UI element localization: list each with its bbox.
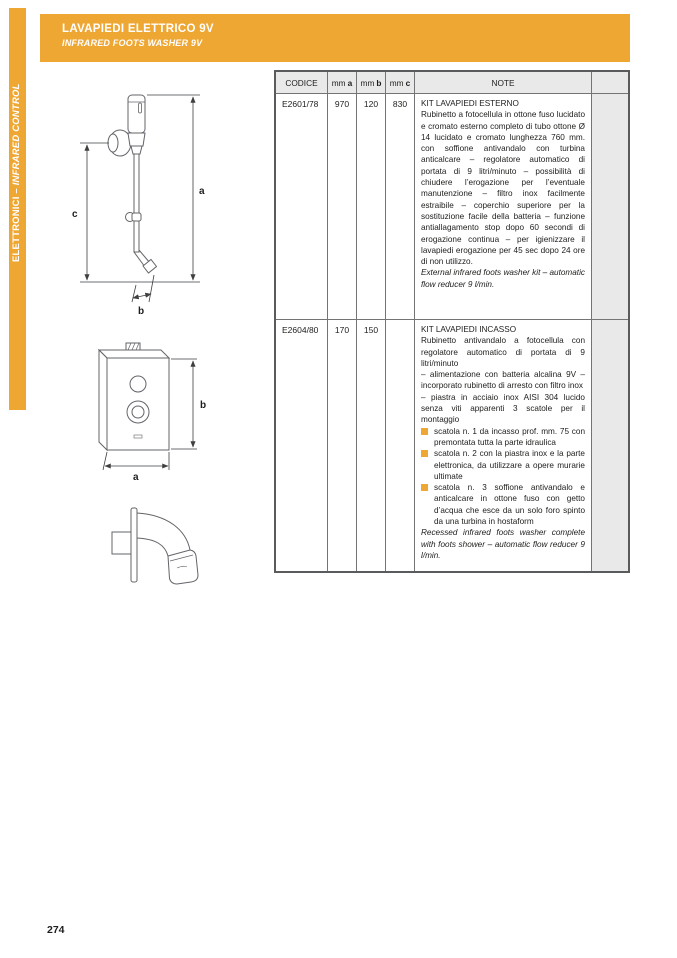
bullet-square-icon	[421, 450, 428, 457]
table-row-2-codice: E2604/80	[276, 320, 328, 571]
plate-top-face	[99, 350, 169, 358]
inlet-stub	[112, 532, 132, 554]
note-line: – alimentazione con batteria alcalina 9V – incorporato rubinetto di arresto con filtro inox	[421, 370, 585, 391]
dim-label-c: c	[72, 209, 78, 220]
table-row-1-note	[415, 94, 592, 320]
plate-front-face	[107, 358, 169, 450]
page-subtitle: INFRARED FOOTS WASHER 9V	[62, 38, 203, 48]
recessed-plate-diagram	[78, 338, 223, 486]
note-english: Recessed infrared foots washer complete with foots shower – automatic flow reducer 9 l/min.	[421, 528, 585, 560]
table-row-2-note	[415, 320, 592, 571]
plate-side-face	[99, 350, 107, 450]
header-banner	[40, 14, 630, 62]
note-bullet-item: scatola n. 3 soffione antivandalo e anticalcare in ottone fuso con getto d’acqua che esce da un solo foro spinto da una turbina in hostaform	[421, 482, 585, 527]
spout-mouth	[168, 550, 198, 584]
bullet-square-icon	[421, 484, 428, 491]
table-row-1-mm-b: 120	[357, 94, 386, 320]
note-bullet-item: scatola n. 1 da incasso prof. mm. 75 con premontata tutta la parte idraulica	[421, 426, 585, 449]
col-header-empty	[592, 72, 628, 94]
note-english: External infrared foots washer kit – automatic flow reducer 9 l/min.	[421, 268, 585, 289]
wall-plate	[131, 508, 137, 582]
section-vertical-label	[11, 83, 26, 262]
page-number: 274	[47, 924, 65, 936]
note-title: KIT LAVAPIEDI ESTERNO	[421, 99, 519, 108]
note-bullet-item: scatola n. 2 con la piastra inox e la parte elettronica, da utilizzare a opere murarie ultimate	[421, 448, 585, 482]
dim-label-b: b	[200, 400, 207, 411]
section-label-plain: ELETTRONICI –	[11, 185, 22, 262]
spout-tip	[143, 260, 157, 274]
note-line: – piastra in acciaio inox AISI 304 lucido senza viti apparenti 3 scatole per il montaggio	[421, 392, 585, 425]
down-tube	[134, 154, 139, 252]
page-title: LAVAPIEDI ELETTRICO 9V	[62, 23, 214, 35]
dim-label-a: a	[133, 472, 139, 483]
table-row-2-empty	[592, 320, 628, 571]
section-label-italic: INFRARED CONTROL	[11, 83, 22, 186]
table-row-1-codice: E2601/78	[276, 94, 328, 320]
col-header-note: NOTE	[415, 72, 592, 94]
dim-label-a: a	[199, 186, 205, 197]
wall-spout-diagram	[98, 492, 223, 602]
table-row-2-mm-c	[386, 320, 415, 571]
note-title: KIT LAVAPIEDI INCASSO	[421, 325, 517, 334]
table-row-1-empty	[592, 94, 628, 320]
bullet-square-icon	[421, 428, 428, 435]
col-header-mm-b: mm b	[357, 72, 386, 94]
dim-label-b: b	[138, 306, 145, 317]
table-row-2-mm-a: 170	[328, 320, 357, 571]
table-row-2-mm-b: 150	[357, 320, 386, 571]
table-row-1-mm-a: 970	[328, 94, 357, 320]
spout-outer-curve	[137, 513, 190, 550]
sensor-head	[128, 95, 145, 133]
note-body: Rubinetto a fotocellula in ottone fuso lucidato e cromato esterno completo di tubo ottone Ø 14 lucidato e cromato lunghezza 760 mm. con soffione antivandalo con turbina anticalcare – regolatore automatico di portata di 9 litri/minuto – possibilità di chiudere l’erogazione per l’eventuale manutenzione – filtro inox facilmente estraibile – coperchio superiore per la sostituzione facile della batteria – funzione antiallagamento stop dopo 60 secondi di erogazione continua – per igienizzare il lavapiedi erogazione per 45 sec dopo 24 ore di non utilizzo.	[421, 110, 585, 267]
col-header-mm-c: mm c	[386, 72, 415, 94]
note-intro: Rubinetto antivandalo a fotocellula con regolatore automatico di portata di 9 litri/minuto	[421, 336, 585, 368]
col-header-mm-a: mm a	[328, 72, 357, 94]
external-faucet-diagram	[62, 86, 222, 321]
product-table	[274, 70, 630, 573]
col-header-codice: CODICE	[276, 72, 328, 94]
table-row-1-mm-c: 830	[386, 94, 415, 320]
